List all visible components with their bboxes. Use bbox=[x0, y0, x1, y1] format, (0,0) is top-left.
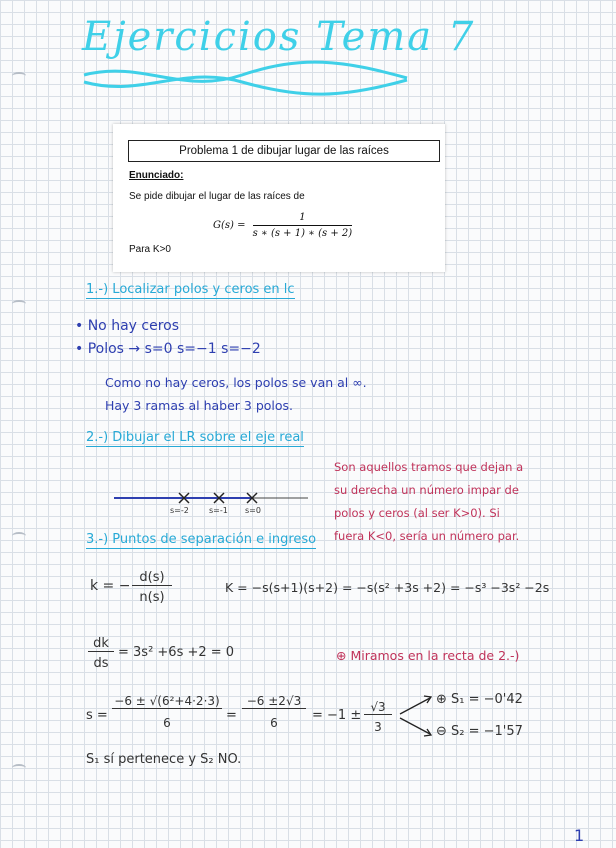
page-title: Ejercicios Tema 7 bbox=[82, 14, 476, 60]
root-s2: ⊖ S₂ = −1'57 bbox=[436, 724, 523, 739]
axis-label-s-2: s=-2 bbox=[170, 506, 189, 515]
page-number: 1 bbox=[574, 826, 585, 845]
problem-statement: Se pide dibujar el lugar de las raíces de bbox=[129, 191, 305, 202]
margin-mark bbox=[12, 300, 26, 308]
margin-mark bbox=[12, 72, 26, 80]
step1-note-line2: Hay 3 ramas al haber 3 polos. bbox=[105, 398, 294, 413]
problem-condition: Para K>0 bbox=[129, 244, 171, 255]
side-note-line1: Son aquellos tramos que dejan a bbox=[334, 460, 524, 474]
side-note-line4: fuera K<0, sería un número par. bbox=[334, 529, 520, 543]
s-numerator-2: −6 ±2√3 bbox=[242, 694, 306, 709]
side-note-line2: su derecha un número impar de bbox=[334, 483, 519, 497]
formula-fraction bbox=[253, 212, 353, 239]
k-expansion: K = −s(s+1)(s+2) = −s(s² +3s +2) = −s³ −3s² −2s bbox=[225, 580, 550, 595]
conclusion: S₁ sí pertenece y S₂ NO. bbox=[86, 752, 242, 767]
miramos-note: ⊕ Miramos en la recta de 2.-) bbox=[336, 648, 520, 663]
axis-label-s-1: s=-1 bbox=[209, 506, 228, 515]
bullet-poles: • Polos → s=0 s=−1 s=−2 bbox=[75, 341, 261, 357]
step2-heading: 2.-) Dibujar el LR sobre el eje real bbox=[86, 430, 304, 445]
formula-denominator: s ∗ (s + 1) ∗ (s + 2) bbox=[252, 228, 353, 239]
k-denominator: n(s) bbox=[139, 590, 165, 605]
s-numerator-1: −6 ± √(6²+4·2·3) bbox=[112, 694, 222, 709]
dk-numerator: dk bbox=[88, 636, 114, 652]
problem-box bbox=[113, 124, 445, 272]
bullet-no-zeros: • No hay ceros bbox=[75, 318, 180, 334]
margin-mark bbox=[12, 764, 26, 772]
title-wave-decoration bbox=[82, 60, 412, 100]
s-simplified: = −1 ± bbox=[312, 708, 362, 723]
k-lhs: k = − bbox=[90, 578, 131, 594]
margin-mark bbox=[12, 532, 26, 540]
derivative-equation: = 3s² +6s +2 = 0 bbox=[118, 645, 235, 660]
equals-sign: = bbox=[226, 708, 237, 723]
dk-denominator: ds bbox=[93, 656, 109, 671]
transfer-function bbox=[213, 212, 352, 239]
s-denominator-1: 6 bbox=[163, 716, 171, 730]
step1-note-line1: Como no hay ceros, los polos se van al ∞. bbox=[105, 375, 367, 390]
step3-heading: 3.-) Puntos de separación e ingreso bbox=[86, 532, 317, 547]
k-numerator: d(s) bbox=[132, 570, 172, 586]
root-s1: ⊕ S₁ = −0'42 bbox=[436, 692, 523, 707]
axis-label-s0: s=0 bbox=[245, 506, 261, 515]
enunciado-label: Enunciado: bbox=[129, 170, 184, 181]
s-denominator-2: 6 bbox=[270, 716, 278, 730]
sqrt3-denominator: 3 bbox=[374, 720, 382, 734]
formula-numerator: 1 bbox=[253, 212, 353, 226]
branch-arrows bbox=[396, 688, 436, 744]
step1-heading: 1.-) Localizar polos y ceros en lc bbox=[86, 282, 295, 297]
problem-title: Problema 1 de dibujar lugar de las raíces bbox=[128, 140, 440, 162]
formula-lhs: G(s) = bbox=[213, 220, 246, 231]
sqrt3-numerator: √3 bbox=[364, 700, 392, 715]
s-lhs: s = bbox=[86, 708, 108, 723]
side-note-line3: polos y ceros (al ser K>0). Si bbox=[334, 506, 500, 520]
